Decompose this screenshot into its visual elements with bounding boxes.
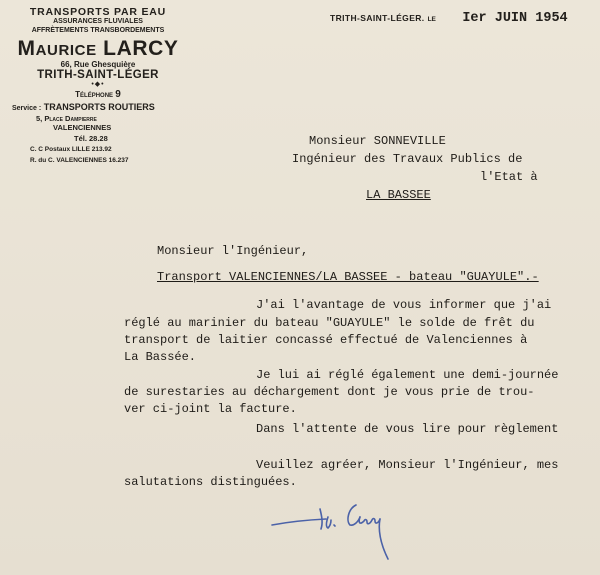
phone-line: [0, 89, 196, 100]
company-name: TRANSPORTS PAR EAU: [29, 6, 167, 18]
services-line-2: AFFRÈTEMENTS TRANSBORDEMENTS: [31, 26, 165, 34]
service-value: TRANSPORTS ROUTIERS: [43, 102, 155, 112]
service-address: 5, Place Dampierre: [36, 114, 97, 123]
ornament-divider: •◆•: [91, 81, 105, 88]
subject-line: Transport VALENCIENNES/LA BASSEE - bateau "GUAYULE".-: [157, 270, 539, 284]
service-label: Service :: [12, 105, 42, 112]
street-address: 66, Rue Ghesquière: [60, 60, 136, 69]
recipient-line-1: Monsieur SONNEVILLE: [309, 134, 446, 148]
phone-label: Téléphone: [75, 90, 114, 99]
recipient-line-4: LA BASSEE: [366, 188, 431, 202]
paragraph-1-line-1: J'ai l'avantage de vous informer que j'ai: [256, 298, 552, 312]
paragraph-1-line-2: réglé au marinier du bateau "GUAYULE" le solde de frêt du: [124, 316, 535, 330]
date: Ier JUIN 1954: [462, 11, 568, 26]
service-tel: Tél. 28.28: [74, 134, 108, 143]
place-suffix: LE: [427, 16, 436, 23]
paragraph-1-line-4: La Bassée.: [124, 350, 197, 364]
recipient-line-3: l'Etat à: [480, 170, 538, 184]
paragraph-2-line-1: Je lui ai réglé également une demi-journée: [256, 368, 559, 382]
postal-account-1: C. C Postaux LILLE 213.92: [30, 146, 112, 153]
owner-first-name: Maurice: [17, 37, 97, 60]
owner-last-name: LARCY: [103, 37, 179, 60]
postal-account-2: R. du C. VALENCIENNES 16.237: [30, 157, 129, 164]
paragraph-3: Dans l'attente de vous lire pour règlement: [256, 422, 559, 436]
recipient-line-2: Ingénieur des Travaux Publics de: [292, 152, 523, 166]
paragraph-2-line-2: de surestaries au déchargement dont je vous prie de trou-: [124, 385, 535, 399]
closing-line-2: salutations distinguées.: [124, 475, 297, 489]
place: TRITH-SAINT-LÉGER.: [330, 13, 425, 23]
phone-number: 9: [115, 89, 121, 100]
owner-name: [0, 38, 196, 60]
letterhead: [0, 6, 196, 165]
city: TRITH-SAINT-LÉGER: [37, 69, 159, 81]
services-line-1: ASSURANCES FLUVIALES: [53, 18, 143, 25]
salutation: Monsieur l'Ingénieur,: [157, 244, 309, 258]
paragraph-1-line-3: transport de laitier concassé effectué de Valenciennes à: [124, 333, 528, 347]
handwritten-signature: [268, 495, 418, 567]
service-line: [0, 102, 196, 114]
paragraph-2-line-3: ver ci-joint la facture.: [124, 402, 297, 416]
place-date: [330, 8, 568, 26]
closing-line-1: Veuillez agréer, Monsieur l'Ingénieur, mes: [256, 458, 559, 472]
service-city: VALENCIENNES: [53, 123, 112, 132]
